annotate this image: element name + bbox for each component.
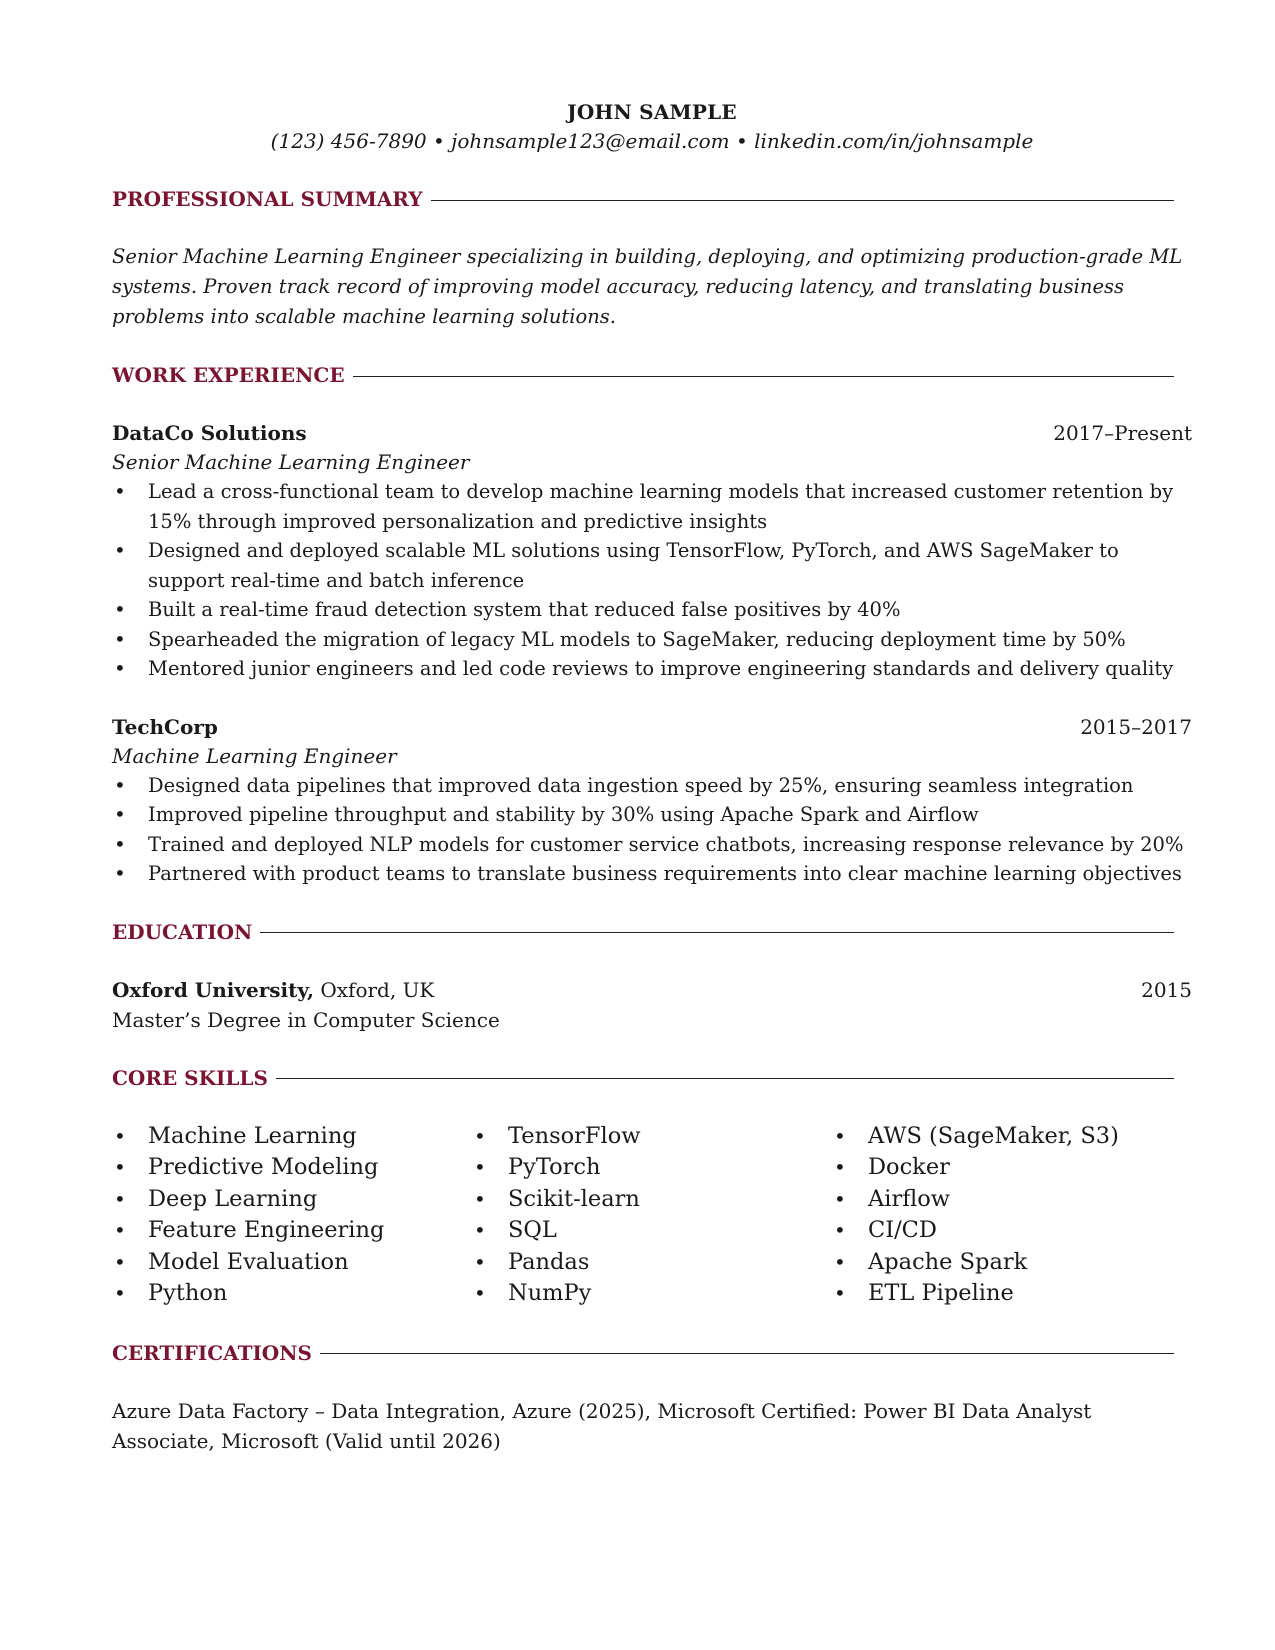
company-name: DataCo Solutions — [112, 421, 307, 445]
list-item: • Improved pipeline throughput and stability by 30% using Apache Spark and Airflow — [112, 800, 1192, 830]
list-item: • Trained and deployed NLP models for customer service chatbots, increasing response relevance by 20% — [112, 830, 1192, 860]
skill-item: • Python — [112, 1278, 472, 1310]
section-divider — [276, 1078, 1174, 1079]
job-bullets — [112, 771, 1192, 889]
company-name: TechCorp — [112, 714, 218, 739]
summary-text: Senior Machine Learning Engineer specializing in building, deploying, and optimizing production-grade ML systems. Proven track record of improving model accuracy, reducing latency, and translating business problems into scalable machine learning solutions. — [112, 245, 1183, 328]
list-item: • Built a real-time fraud detection system that reduced false positives by 40% — [112, 595, 1192, 625]
section-heading-certifications — [112, 1340, 1174, 1366]
section-divider — [431, 200, 1174, 201]
skills-column — [832, 1121, 1192, 1310]
list-item: • Lead a cross-functional team to develop machine learning models that increased customer retention by 15% through improved personalization and predictive insights — [112, 477, 1192, 536]
section-heading-experience — [112, 362, 1174, 388]
resume-header — [112, 98, 1192, 156]
list-item: • Spearheaded the migration of legacy ML models to SageMaker, reducing deployment time by 50% — [112, 625, 1192, 655]
section-title: EDUCATION — [112, 919, 253, 944]
skill-item: • AWS (SageMaker, S3) — [832, 1121, 1192, 1153]
skill-item: • Scikit-learn — [472, 1184, 832, 1216]
job-role: Senior Machine Learning Engineer — [112, 450, 470, 474]
skill-item: • Machine Learning — [112, 1121, 472, 1153]
certifications-text: Azure Data Factory – Data Integration, Azure (2025), Microsoft Certified: Power BI Data Analyst Associate, Microsoft (Valid until 2026) — [112, 1398, 1092, 1453]
section-heading-summary — [112, 186, 1174, 212]
graduation-year: 2015 — [1141, 977, 1192, 1002]
section-divider — [260, 932, 1174, 933]
skill-item: • PyTorch — [472, 1152, 832, 1184]
section-heading-education — [112, 919, 1174, 945]
job-dates: 2017–Present — [1053, 421, 1192, 445]
skill-item: • TensorFlow — [472, 1121, 832, 1153]
job-entry — [112, 712, 1192, 889]
skill-item: • ETL Pipeline — [832, 1278, 1192, 1310]
job-role: Machine Learning Engineer — [112, 743, 397, 768]
section-divider — [320, 1353, 1174, 1354]
section-title: CERTIFICATIONS — [112, 1340, 312, 1365]
school-line — [112, 975, 434, 1005]
resume-page — [112, 98, 1192, 1456]
job-entry — [112, 418, 1192, 684]
contact-line: (123) 456-7890 • johnsample123@email.com • linkedin.com/in/johnsample — [270, 129, 1034, 153]
job-dates: 2015–2017 — [1080, 714, 1192, 739]
skill-item: • Docker — [832, 1152, 1192, 1184]
skill-item: • Airflow — [832, 1184, 1192, 1216]
list-item: • Mentored junior engineers and led code reviews to improve engineering standards and delivery quality — [112, 654, 1192, 684]
skill-item: • CI/CD — [832, 1215, 1192, 1247]
section-title: CORE SKILLS — [112, 1065, 268, 1090]
skill-item: • Deep Learning — [112, 1184, 472, 1216]
list-item: • Designed data pipelines that improved data ingestion speed by 25%, ensuring seamless integration — [112, 771, 1192, 801]
skill-item: • Feature Engineering — [112, 1215, 472, 1247]
section-heading-skills — [112, 1065, 1174, 1091]
list-item: • Partnered with product teams to translate business requirements into clear machine learning objectives — [112, 859, 1192, 889]
degree: Master’s Degree in Computer Science — [112, 1007, 500, 1032]
list-item: • Designed and deployed scalable ML solutions using TensorFlow, PyTorch, and AWS SageMaker to support real-time and batch inference — [112, 536, 1192, 595]
section-title: WORK EXPERIENCE — [112, 363, 345, 387]
education-header — [112, 975, 1192, 1005]
job-bullets — [112, 477, 1192, 684]
skill-item: • NumPy — [472, 1278, 832, 1310]
school-name: Oxford University, — [112, 977, 315, 1002]
skill-item: • Predictive Modeling — [112, 1152, 472, 1184]
skills-grid — [112, 1121, 1192, 1310]
candidate-name: JOHN SAMPLE — [567, 100, 737, 124]
job-header — [112, 712, 1192, 742]
skill-item: • Model Evaluation — [112, 1247, 472, 1279]
school-location: Oxford, UK — [314, 977, 435, 1002]
section-divider — [353, 376, 1174, 377]
skill-item: • Pandas — [472, 1247, 832, 1279]
skills-column — [472, 1121, 832, 1310]
skills-column — [112, 1121, 472, 1310]
education-entry — [112, 975, 1192, 1035]
section-title: PROFESSIONAL SUMMARY — [112, 187, 423, 211]
job-header — [112, 418, 1192, 448]
skill-item: • SQL — [472, 1215, 832, 1247]
skill-item: • Apache Spark — [832, 1247, 1192, 1279]
